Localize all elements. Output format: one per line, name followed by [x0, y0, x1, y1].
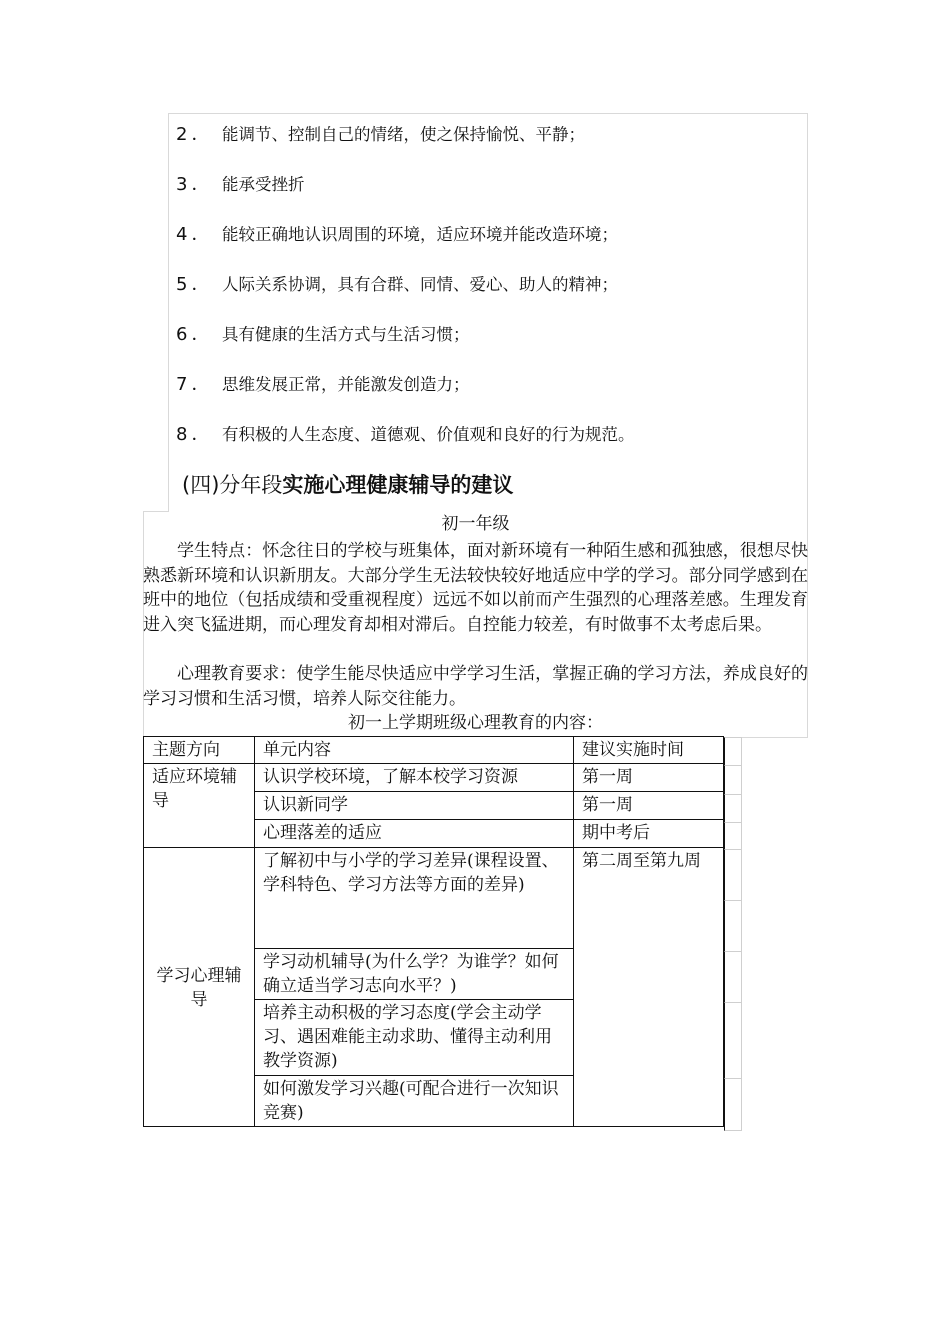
list-text: 能较正确地认识周围的环境，适应环境并能改造环境；	[222, 225, 618, 244]
list-number: 2．	[176, 124, 214, 145]
table-row	[144, 848, 724, 949]
list-number: 7．	[176, 374, 214, 395]
header-topic: 主题方向	[144, 737, 255, 764]
list-item	[176, 272, 796, 322]
list-item	[176, 422, 796, 472]
content-cell: 心理落差的适应	[255, 820, 574, 848]
time-cell: 第一周	[574, 792, 724, 820]
list-text: 能承受挫折	[222, 175, 305, 194]
list-item	[176, 372, 796, 422]
side-cell	[724, 951, 742, 1003]
header-time: 建议实施时间	[574, 737, 724, 764]
content-cell: 了解初中与小学的学习差异(课程设置、学科特色、学习方法等方面的差异)	[255, 848, 574, 949]
side-cell	[724, 900, 742, 952]
table-caption: 初一上学期班级心理教育的内容：	[348, 713, 603, 733]
list-number: 6．	[176, 324, 214, 345]
content-cell: 如何激发学习兴趣(可配合进行一次知识竞赛)	[255, 1076, 574, 1127]
frame-guide-top	[168, 113, 808, 114]
numbered-list	[176, 122, 796, 472]
time-cell: 第二周至第九周	[574, 848, 724, 1127]
list-text: 思维发展正常，并能激发创造力；	[222, 375, 470, 394]
education-requirements-paragraph: 心理教育要求：使学生能尽快适应中学学习生活，掌握正确的学习方法，养成良好的学习习惯和生活习惯，培养人际交往能力。	[143, 664, 808, 709]
side-cell	[724, 1078, 742, 1131]
list-item	[176, 172, 796, 222]
side-cell	[724, 1002, 742, 1079]
topic-cell: 适应环境辅导	[144, 764, 255, 848]
topic-label: 学习心理辅导	[156, 965, 242, 1010]
table-header-row	[144, 737, 724, 764]
list-item	[176, 222, 796, 272]
list-number: 5．	[176, 274, 214, 295]
side-cell	[724, 794, 742, 823]
section-heading-prefix: (四)分年段	[182, 473, 283, 497]
frame-guide-right	[807, 113, 808, 738]
content-cell: 学习动机辅导(为什么学？为谁学？如何确立适当学习志向水平？)	[255, 949, 574, 1000]
list-item	[176, 122, 796, 172]
time-cell: 期中考后	[574, 820, 724, 848]
topic-cell	[144, 848, 255, 1127]
frame-guide-left	[168, 113, 169, 511]
content-cell: 培养主动积极的学习态度(学会主动学习、遇困难能主动求助、懂得主动利用教学资源)	[255, 1000, 574, 1076]
content-cell: 认识学校环境，了解本校学习资源	[255, 764, 574, 792]
list-number: 8．	[176, 424, 214, 445]
time-cell: 第一周	[574, 764, 724, 792]
student-characteristics-paragraph: 学生特点：怀念往日的学校与班集体，面对新环境有一种陌生感和孤独感，很想尽快熟悉新环境和认识新朋友。大部分学生无法较快较好地适应中学的学习。部分同学感到在班中的地位（包括成绩和受重视程度）远远不如以前而产生强烈的心理落差感。生理发育进入突飞猛进期，而心理发育却相对滞后。自控能力较差，有时做事不太考虑后果。	[143, 541, 808, 635]
list-text: 有积极的人生态度、道德观、价值观和良好的行为规范。	[222, 425, 635, 444]
table-row	[144, 764, 724, 792]
side-cell	[724, 737, 742, 766]
list-text: 人际关系协调，具有合群、同情、爱心、助人的精神；	[222, 275, 618, 294]
side-cell	[724, 849, 742, 901]
side-cell	[724, 765, 742, 795]
section-heading	[182, 470, 513, 500]
grade-title: 初一年级	[441, 514, 510, 534]
list-text: 具有健康的生活方式与生活习惯；	[222, 325, 470, 344]
section-heading-bold: 实施心理健康辅导的建议	[282, 473, 514, 497]
list-number: 4．	[176, 224, 214, 245]
list-text: 能调节、控制自己的情绪，使之保持愉悦、平静；	[222, 125, 585, 144]
header-content: 单元内容	[255, 737, 574, 764]
curriculum-table	[143, 736, 724, 1127]
list-number: 3．	[176, 174, 214, 195]
content-cell: 认识新同学	[255, 792, 574, 820]
list-item	[176, 322, 796, 372]
side-cell	[724, 822, 742, 850]
